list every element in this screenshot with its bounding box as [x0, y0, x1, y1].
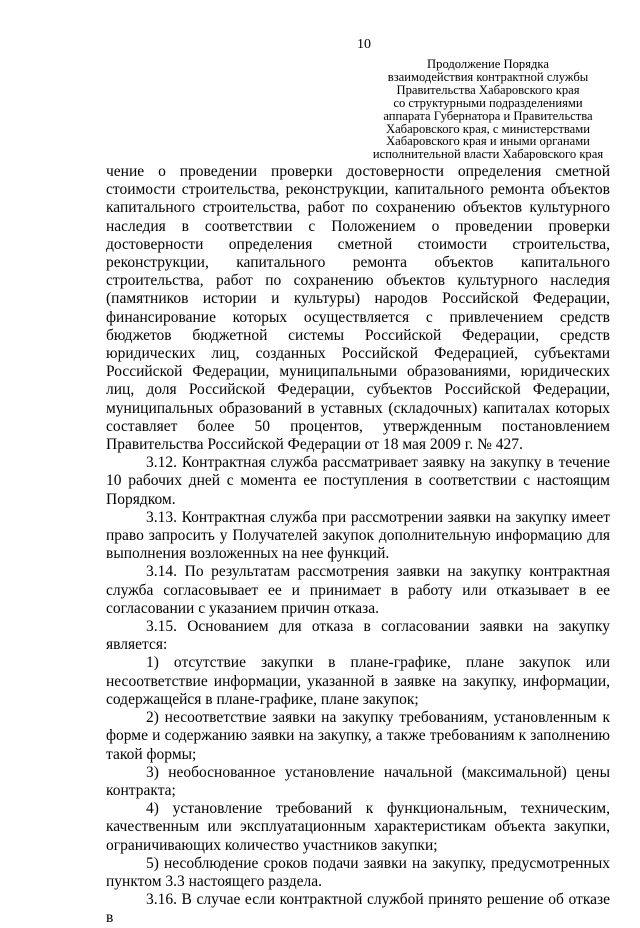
paragraph-3-12: 3.12. Контрактная служба рассматривает заявку на закупку в течение 10 рабочих дней с момента ее поступления в соответствии с настоящим Порядком. — [106, 454, 610, 508]
header-line: Хабаровского края, с министерствами — [386, 121, 590, 136]
header-line: аппарата Губернатора и Правительства — [383, 108, 593, 123]
paragraph-3-16: 3.16. В случае если контрактной службой принято решение об отказе в — [106, 891, 610, 927]
list-item-1: 1) отсутствие закупки в плане-графике, плане закупок или несоответствие информации, указанной в заявке на закупку, информации, содержащейся в плане-графике, плане закупок; — [106, 654, 610, 708]
paragraph-3-15: 3.15. Основанием для отказа в согласовании заявки на закупку является: — [106, 618, 610, 654]
list-item-2: 2) несоответствие заявки на закупку требованиям, установленным к форме и содержанию заявки на закупку, а также требованиям к заполнению такой формы; — [106, 709, 610, 763]
document-body — [106, 163, 610, 928]
document-header — [358, 58, 618, 161]
paragraph-continuation: чение о проведении проверки достоверности определения сметной стоимости строительства, реконструкции, капитального ремонта объектов капитального строительства, работ по сохранению объектов культурного наследия в соответствии с Положением о проведении проверки достоверности определения сметной стоимости строительства, реконструкции, капитального ремонта объектов капитального строительства, работ по сохранению объектов культурного наследия (памятников истории и культуры) народов Российской Федерации, финансирование которых осуществляется с привлечением средств бюджетов бюджетной системы Российской Федерации, средств юридических лиц, созданных Российской Федерацией, субъектами Российской Федерации, муниципальными образованиями, юридических лиц, доля Российской Федерации, субъектов Российской Федерации, муниципальных образований в уставных (складочных) капиталах которых составляет более 50 процентов, утвержденным постановлением Правительства Российской Федерации от 18 мая 2009 г. № 427. — [106, 163, 610, 454]
paragraph-3-14: 3.14. По результатам рассмотрения заявки на закупку контрактная служба согласовывает ее и принимает в работу или отказывает в ее согласовании с указанием причин отказа. — [106, 563, 610, 617]
header-line: Продолжение Порядка — [427, 57, 549, 71]
header-line: Хабаровского края и иными органами — [386, 134, 590, 149]
header-line: со структурными подразделениями — [393, 95, 583, 110]
paragraph-3-13: 3.13. Контрактная служба при рассмотрении заявки на закупку имеет право запросить у Получателей закупок дополнительную информацию для выполнения возложенных на нее функций. — [106, 508, 610, 563]
header-line: взаимодействия контрактной службы — [387, 69, 589, 84]
list-item-5: 5) несоблюдение сроков подачи заявки на закупку, предусмотренных пунктом 3.3 настоящего раздела. — [106, 854, 610, 890]
header-line: исполнительной власти Хабаровского края — [372, 147, 604, 162]
page-number: 10 — [357, 37, 371, 52]
header-line: Правительства Хабаровского края — [396, 82, 580, 97]
list-item-3: 3) необоснованное установление начальной (максимальной) цены контракта; — [106, 763, 610, 799]
list-item-4: 4) установление требований к функциональным, техническим, качественным или эксплуатационным характеристикам объекта закупки, ограничивающих количество участников закупки; — [106, 800, 610, 854]
